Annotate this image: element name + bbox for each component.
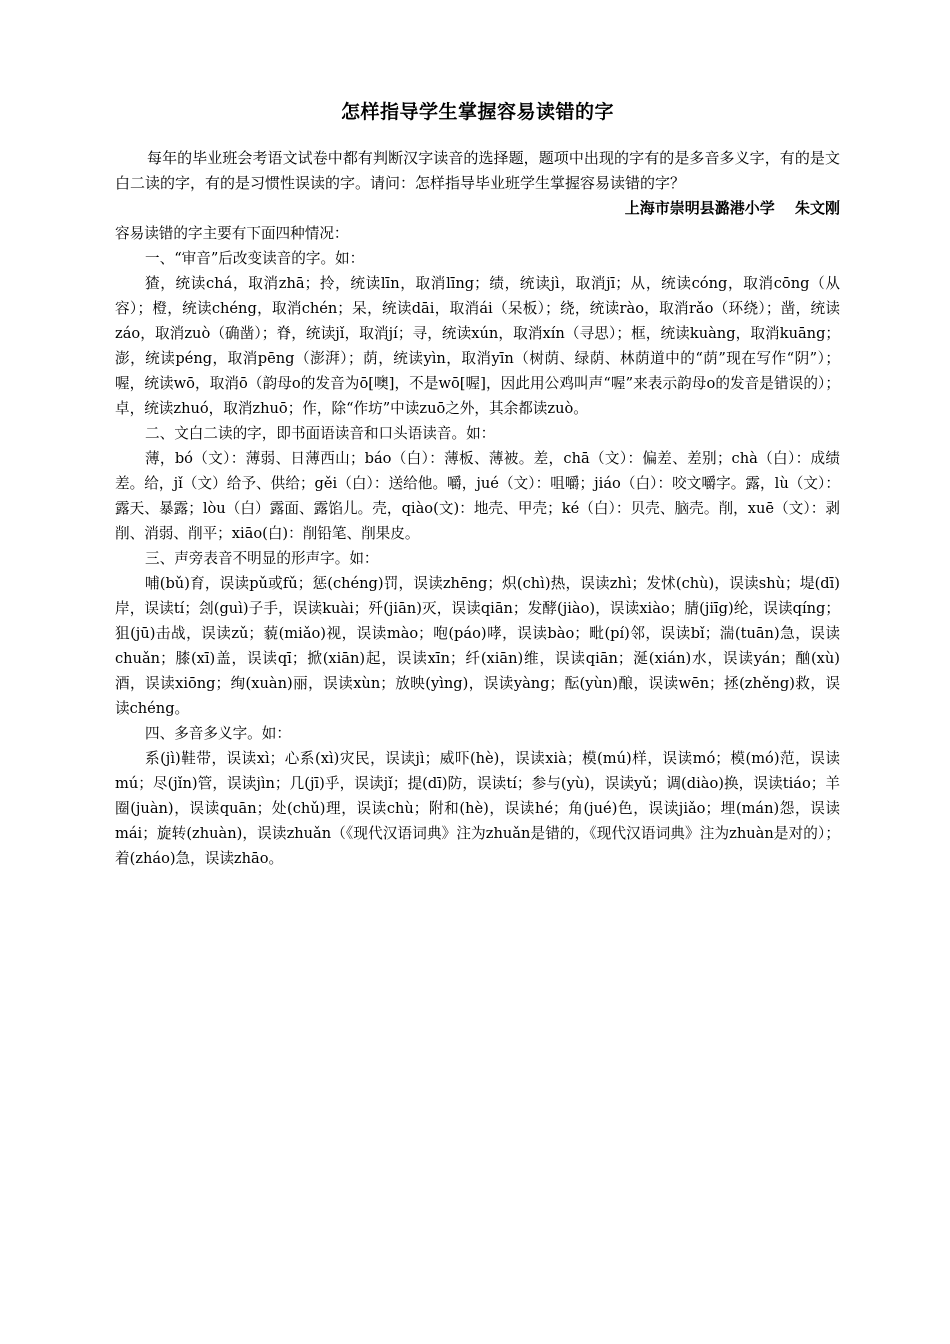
- author-line: 上海市崇明县潞港小学 朱文刚: [624, 199, 840, 217]
- section-1-body: 猹，统读chá，取消zhā；拎，统读līn，取消līng；绩，统读jì，取消jī；从，统读cóng，取消cōng（从容）；橙，统读chéng，取消chén；呆，统读dāi，取消ái（呆板）；绕，统读rào，取消rǎo（环绕）；凿，统读záo，取消zuò（确凿）；脊，统读jǐ，取消jí；寻，统读xún，取消xín（寻思）；框，统读kuàng，取消kuāng；澎，统读péng，取消pēng（澎湃）；荫，统读yìn，取消yīn（树荫、绿荫、林荫道中的“荫”现在写作“阴”）；喔，统读wō，取消ō（韵母o的发音为ō[噢]，不是wō[喔]，因此用公鸡叫声“喔”来表示韵母o的发音是错误的）；卓，统读zhuó，取消zhuō；作，除“作坊”中读zuō之外，其余都读zuò。: [115, 275, 840, 417]
- section-3-body: 哺(bǔ)育，误读pǔ或fǔ；惩(chéng)罚，误读zhēng；炽(chì)热，误读zhì；发怵(chù)，误读shù；堤(dī)岸，误读tí；刽(guì)子手，误读kuài；歼(jiān)灭，误读qiān；发酵(jiào)，误读xiào；腈(jiīg)纶，误读qíng；狙(jū)击战，误读zǔ；藐(miǎo)视，误读mào；咆(páo)哮，误读bào；毗(pí)邻，误读bǐ；湍(tuān)急，误读chuǎn；膝(xī)盖，误读qī；掀(xiān)起，误读xīn；纤(xiān)维，误读qiān；涎(xián)水，误读yán；酗(xù)酒，误读xiōng；绚(xuàn)丽，误读xùn；放映(yìng)，误读yàng；酝(yùn)酿，误读wēn；拯(zhěng)救，误读chéng。: [115, 575, 840, 717]
- section-2-heading: 二、文白二读的字，即书面语读音和口头语读音。如：: [145, 425, 496, 442]
- document-title: 怎样指导学生掌握容易读错的字: [340, 101, 614, 123]
- section-1-heading: 一、“审音”后改变读音的字。如：: [145, 250, 365, 267]
- intro-paragraph: 容易读错的字主要有下面四种情况：: [115, 225, 349, 242]
- section-4-body: 系(jì)鞋带，误读xì；心系(xì)灾民，误读jì；威吓(hè)，误读xià；模(mú)样，误读mó；模(mó)范，误读mú；尽(jǐn)管，误读jìn；几(jī)乎，误读jǐ；提(dī)防，误读tí；参与(yù)，误读yǔ；调(diào)换，误读tiáo；羊圈(juàn)，误读quān；处(chǔ)理，误读chù；附和(hè)，误读hé；角(jué)色，误读jiǎo；埋(mán)怨，误读mái；旋转(zhuàn)，误读zhuǎn（《现代汉语词典》注为zhuǎn是错的，《现代汉语词典》注为zhuàn是对的）；着(zháo)急，误读zhāo。: [115, 750, 840, 867]
- section-4-heading: 四、多音多义字。如：: [145, 725, 291, 742]
- section-3-heading: 三、声旁表音不明显的形声字。如：: [145, 550, 379, 567]
- document-page: [115, 98, 840, 871]
- question-paragraph: 每年的毕业班会考语文试卷中都有判断汉字读音的选择题，题项中出现的字有的是多音多义字，有的是文白二读的字，有的是习惯性误读的字。请问：怎样指导毕业班学生掌握容易读错的字？: [115, 149, 840, 192]
- section-2-body: 薄，bó（文）：薄弱、日薄西山；báo（白）：薄板、薄被。差，chā（文）：偏差、差别；chà（白）：成绩差。给，jǐ（文）给予、供给；gěi（白）：送给他。嚼，jué（文）：咀嚼；jiáo（白）：咬文嚼字。露，lù（文）：露天、暴露；lòu（白）露面、露馅儿。壳，qiào(文)：地壳、甲壳；ké（白）：贝壳、脑壳。削，xuē（文）：剥削、消弱、削平；xiāo(白)：削铅笔、削果皮。: [115, 450, 840, 542]
